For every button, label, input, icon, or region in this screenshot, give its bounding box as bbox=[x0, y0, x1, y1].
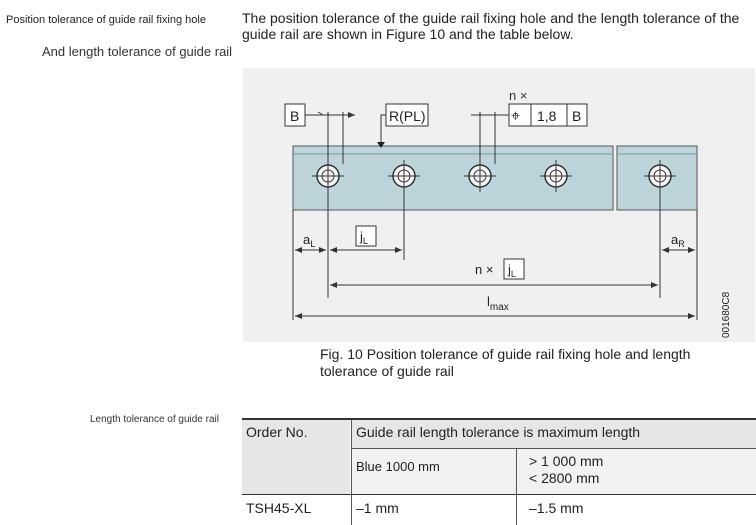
n-j-l-label: $j_L$ bbox=[508, 262, 516, 279]
length-tolerance-table bbox=[242, 418, 756, 525]
table-row bbox=[242, 496, 350, 522]
intro-paragraph: The position tolerance of the guide rail fixing hole and the length tolerance of the guide rail are shown in Figure 10 and the table below. bbox=[242, 10, 740, 42]
datum-b-label: B bbox=[290, 108, 300, 124]
column-header-tolerance bbox=[352, 420, 756, 448]
a-r-label: $a_R$ bbox=[671, 232, 685, 249]
subheader-range bbox=[517, 449, 756, 494]
rpl-callout bbox=[377, 104, 428, 148]
tolerance-cell bbox=[352, 496, 516, 522]
dimension-l-max bbox=[295, 294, 695, 316]
position-symbol-icon: ⌖ bbox=[511, 108, 521, 125]
n-times-label: n × bbox=[509, 88, 528, 103]
blue-label: Blue 1000 mm bbox=[356, 459, 440, 474]
figure-caption: Fig. 10 Position tolerance of guide rail fixing hole and length tolerance of guide rail bbox=[320, 346, 691, 379]
column-header-order bbox=[242, 420, 350, 494]
position-tolerance-heading: Position tolerance of guide rail fixing hole bbox=[6, 14, 206, 26]
drawing-code: 001680C8 bbox=[721, 291, 732, 338]
tolerance-datum: B bbox=[572, 108, 582, 124]
order-header-label: Order No. bbox=[246, 424, 308, 440]
order-number-cell: TSH45-XL bbox=[246, 500, 312, 516]
table-heading: Length tolerance of guide rail bbox=[90, 414, 219, 425]
tolerance-2-value: –1.5 mm bbox=[529, 500, 584, 516]
figure-10-drawing bbox=[243, 68, 755, 342]
range-min-label: > 1 000 mm bbox=[529, 453, 604, 469]
n-times-label-2: n × bbox=[475, 262, 494, 277]
length-tolerance-heading: And length tolerance of guide rail bbox=[42, 44, 233, 59]
tolerance-cell bbox=[517, 496, 756, 522]
j-l-label: $j_L$ bbox=[360, 229, 368, 246]
l-max-label: $l_{max}$ bbox=[487, 294, 509, 313]
a-l-label: $a_L$ bbox=[303, 232, 316, 249]
tolerance-header-label: Guide rail length tolerance is maximum length bbox=[356, 424, 641, 440]
tolerance-1-value: –1 mm bbox=[356, 500, 399, 516]
dimension-a-r bbox=[662, 210, 697, 320]
subheader-blue bbox=[352, 449, 516, 494]
tolerance-value: 1,8 bbox=[537, 108, 557, 124]
range-max-label: < 2800 mm bbox=[529, 470, 600, 486]
rpl-label: R(PL) bbox=[389, 108, 426, 124]
